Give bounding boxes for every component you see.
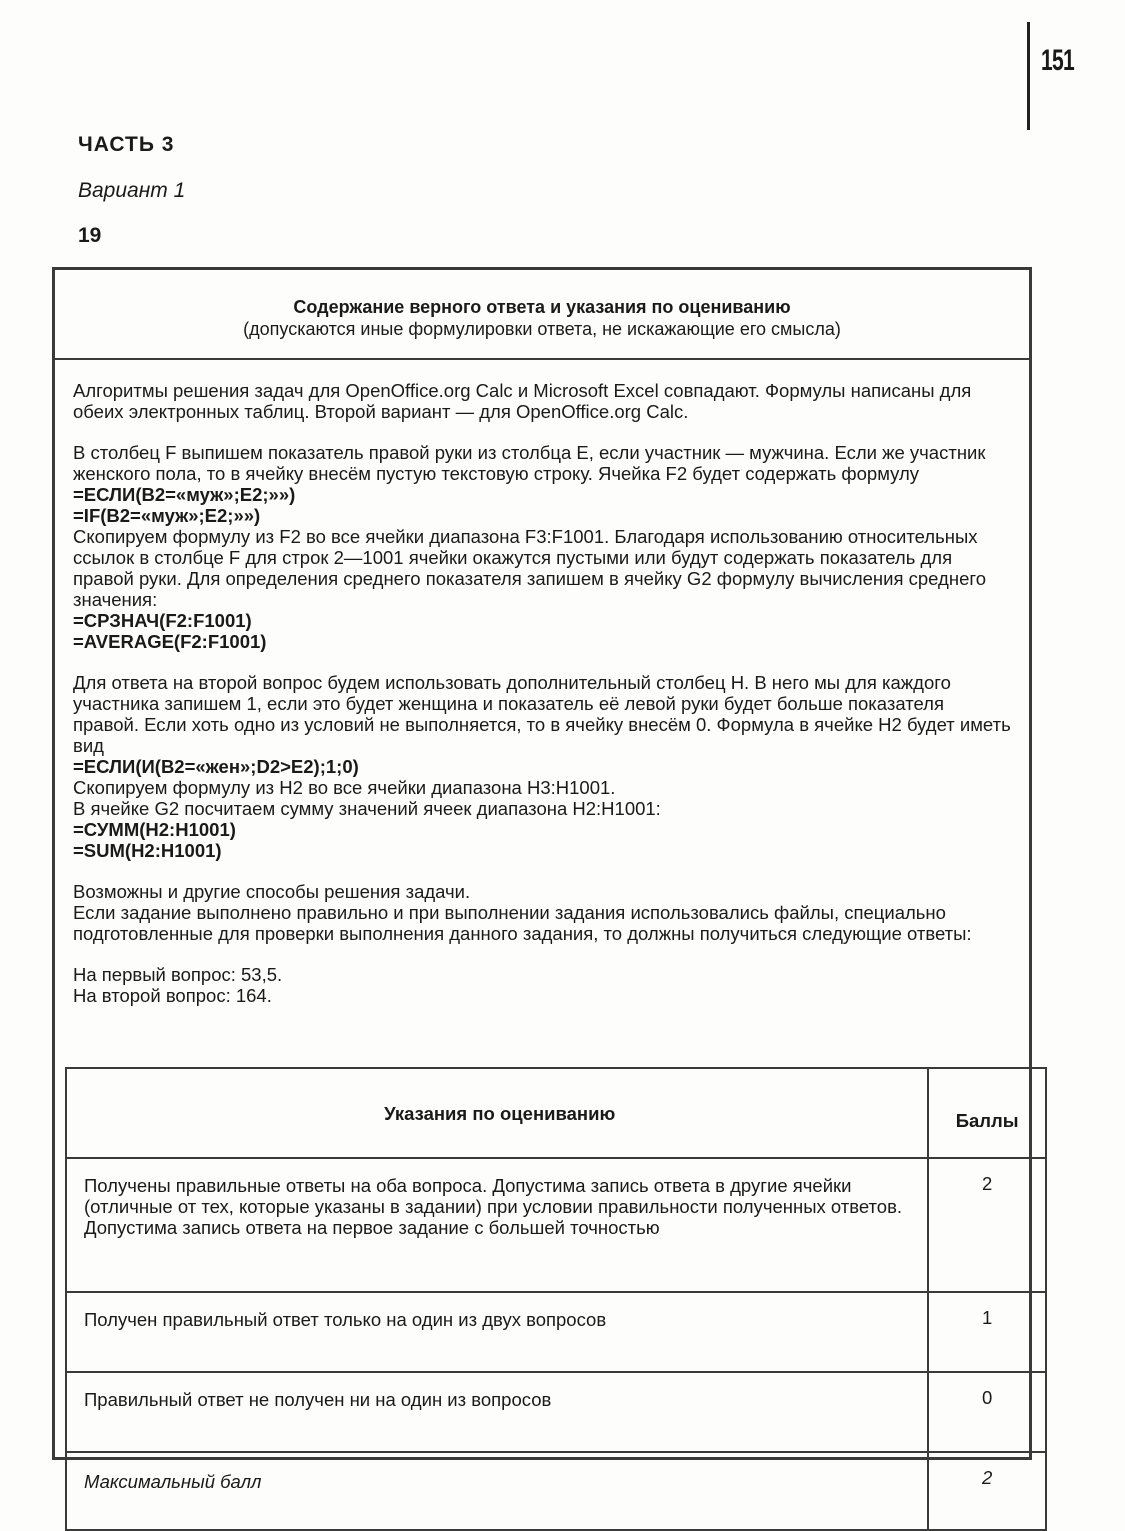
formula-if-ru: =ЕСЛИ(B2=«муж»;E2;»») xyxy=(73,484,296,505)
task-number: 19 xyxy=(78,224,102,247)
answer-first-question: На первый вопрос: 53,5. xyxy=(73,964,283,985)
criteria-text: Правильный ответ не получен ни на один из вопросов xyxy=(66,1372,928,1452)
criteria-header: Указания по оцениванию xyxy=(66,1068,928,1158)
criteria-text: Получен правильный ответ только на один из двух вопросов xyxy=(66,1292,928,1372)
criteria-text: Получены правильные ответы на оба вопроса. Допустима запись ответа в другие ячейки (отличные от тех, которые указаны в задании) при условии правильности полученных ответов. xyxy=(84,1175,903,1217)
table-row xyxy=(66,1158,1046,1292)
answer-box-subtitle: (допускаются иные формулировки ответа, не искажающие его смысла) xyxy=(243,319,841,339)
table-row xyxy=(66,1372,1046,1452)
step1-paragraph: В столбец F выпишем показатель правой руки из столбца E, если участник — мужчина. Если же участник женского пола, то в ячейку внесём пустую текстовую строку. Ячейка F2 будет содержать формулу xyxy=(73,442,986,484)
grading-table xyxy=(65,1067,1047,1531)
step3-paragraph: Для ответа на второй вопрос будем использовать дополнительный столбец H. В него мы для каждого участника запишем 1, если это будет женщина и показатель её левой руки будет больше показателя правой. Если хоть одно из условий не выполняется, то в ячейку внесём 0. Формула в ячейке H2 будет иметь вид xyxy=(73,672,1011,756)
page-number-rule xyxy=(1027,22,1030,130)
expected-answers-paragraph: Если задание выполнено правильно и при выполнении задания использовались файлы, специально подготовленные для проверки выполнения данного задания, то должны получиться следующие ответы: xyxy=(73,902,972,944)
part-title: ЧАСТЬ 3 xyxy=(78,133,175,156)
formula-sum-ru: =СУММ(H2:H1001) xyxy=(73,819,236,840)
formula-average-en: =AVERAGE(F2:F1001) xyxy=(73,631,267,652)
formula-and-if: =ЕСЛИ(И(B2=«жен»;D2>E2);1;0) xyxy=(73,756,359,777)
points-value: 0 xyxy=(928,1372,1046,1452)
answer-box xyxy=(52,267,1032,1492)
table-row xyxy=(66,1292,1046,1372)
points-header: Баллы xyxy=(928,1068,1046,1158)
answer-box-header xyxy=(55,270,1029,360)
step2-paragraph: Скопируем формулу из F2 во все ячейки диапазона F3:F1001. Благодаря использованию относительных ссылок в столбце F для строк 2—1001 ячейки окажутся пустыми или будут содержать показатель для правой руки. Для определения среднего показателя запишем в ячейку G2 формулу вычисления среднего значения: xyxy=(73,526,986,610)
formula-average-ru: =СРЗНАЧ(F2:F1001) xyxy=(73,610,252,631)
page-number: 151 xyxy=(1041,44,1074,77)
variant-label: Вариант 1 xyxy=(78,179,186,202)
answer-box-title: Содержание верного ответа и указания по оцениванию xyxy=(293,297,791,317)
sum-line: В ячейке G2 посчитаем сумму значений ячеек диапазона H2:H1001: xyxy=(73,798,661,819)
formula-sum-en: =SUM(H2:H1001) xyxy=(73,840,222,861)
other-methods-line: Возможны и другие способы решения задачи. xyxy=(73,881,471,902)
formula-if-en: =IF(B2=«муж»;E2;»») xyxy=(73,505,261,526)
answer-second-question: На второй вопрос: 164. xyxy=(73,985,272,1006)
table-row xyxy=(66,1452,1046,1530)
criteria-text-extra: Допустима запись ответа на первое задание с большей точностью xyxy=(84,1217,660,1238)
grading-header-row xyxy=(66,1068,1046,1158)
solution-text xyxy=(55,360,1029,1006)
max-score-label: Максимальный балл xyxy=(66,1452,928,1530)
points-value: 1 xyxy=(928,1292,1046,1372)
copy-formula-line: Скопируем формулу из H2 во все ячейки диапазона H3:H1001. xyxy=(73,777,616,798)
points-value: 2 xyxy=(928,1158,1046,1292)
max-score-value: 2 xyxy=(928,1452,1046,1530)
intro-paragraph: Алгоритмы решения задач для OpenOffice.org Calc и Microsoft Excel совпадают. Формулы написаны для обеих электронных таблиц. Второй вариант — для OpenOffice.org Calc. xyxy=(73,380,972,422)
